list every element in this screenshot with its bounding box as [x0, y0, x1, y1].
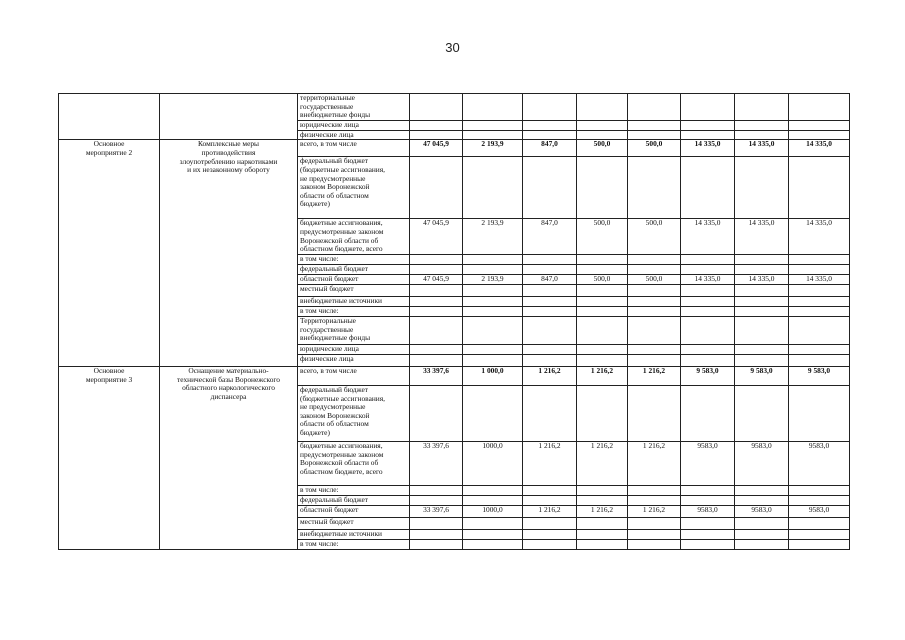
funding-source-cell: областной бюджет	[298, 505, 410, 517]
funding-source-cell: местный бюджет	[298, 284, 410, 296]
amount-cell	[577, 517, 628, 529]
table-row	[59, 94, 850, 121]
amount-cell	[410, 316, 463, 344]
amount-cell	[681, 344, 735, 354]
budget-table	[58, 93, 850, 550]
amount-cell: 14 335,0	[789, 140, 850, 157]
amount-cell	[681, 306, 735, 316]
amount-cell	[577, 316, 628, 344]
amount-cell	[681, 265, 735, 275]
event-name-cell	[160, 94, 298, 140]
amount-cell	[577, 495, 628, 505]
amount-cell	[681, 385, 735, 441]
amount-cell	[577, 255, 628, 265]
amount-cell: 1 000,0	[463, 366, 523, 385]
amount-cell	[628, 485, 681, 495]
amount-cell: 47 045,9	[410, 219, 463, 255]
amount-cell	[523, 385, 577, 441]
funding-source-cell: внебюджетные источники	[298, 296, 410, 306]
amount-cell	[577, 130, 628, 140]
amount-cell	[463, 265, 523, 275]
amount-cell	[789, 296, 850, 306]
amount-cell	[463, 284, 523, 296]
funding-source-cell: бюджетные ассигнования, предусмотренные законом Воронежской области об областном бюджете, всего	[298, 441, 410, 485]
amount-cell	[628, 344, 681, 354]
amount-cell	[735, 296, 789, 306]
amount-cell	[410, 284, 463, 296]
amount-cell	[577, 354, 628, 366]
amount-cell: 1 216,2	[577, 441, 628, 485]
amount-cell	[789, 354, 850, 366]
amount-cell	[735, 529, 789, 539]
funding-source-cell: федеральный бюджет (бюджетные ассигнования, не предусмотренные законом Воронежской области об областном бюджете)	[298, 157, 410, 219]
amount-cell	[735, 157, 789, 219]
amount-cell	[463, 344, 523, 354]
amount-cell	[735, 265, 789, 275]
amount-cell	[628, 296, 681, 306]
amount-cell: 500,0	[577, 140, 628, 157]
amount-cell	[463, 157, 523, 219]
amount-cell	[735, 485, 789, 495]
amount-cell	[523, 306, 577, 316]
amount-cell	[789, 120, 850, 130]
amount-cell	[410, 130, 463, 140]
amount-cell	[681, 529, 735, 539]
event-status-cell	[59, 94, 160, 140]
amount-cell	[463, 495, 523, 505]
funding-source-cell: в том числе:	[298, 255, 410, 265]
amount-cell	[577, 94, 628, 121]
funding-source-cell: областной бюджет	[298, 275, 410, 285]
amount-cell: 1 216,2	[523, 366, 577, 385]
amount-cell	[681, 157, 735, 219]
amount-cell: 500,0	[577, 219, 628, 255]
amount-cell	[523, 495, 577, 505]
amount-cell	[410, 539, 463, 549]
amount-cell: 1 216,2	[577, 366, 628, 385]
amount-cell	[577, 296, 628, 306]
event-status-cell: Основное мероприятие 3	[59, 366, 160, 549]
amount-cell	[523, 130, 577, 140]
amount-cell: 9583,0	[789, 505, 850, 517]
amount-cell: 1000,0	[463, 441, 523, 485]
amount-cell	[410, 495, 463, 505]
amount-cell	[577, 529, 628, 539]
amount-cell	[463, 529, 523, 539]
amount-cell	[735, 130, 789, 140]
funding-source-cell: всего, в том числе	[298, 140, 410, 157]
amount-cell: 1000,0	[463, 505, 523, 517]
amount-cell	[681, 539, 735, 549]
amount-cell	[463, 296, 523, 306]
funding-source-cell: всего, в том числе	[298, 366, 410, 385]
amount-cell	[523, 344, 577, 354]
amount-cell	[463, 120, 523, 130]
amount-cell: 9583,0	[681, 441, 735, 485]
amount-cell: 2 193,9	[463, 275, 523, 285]
amount-cell	[463, 539, 523, 549]
amount-cell	[789, 344, 850, 354]
amount-cell: 9 583,0	[735, 366, 789, 385]
amount-cell	[735, 354, 789, 366]
amount-cell	[681, 296, 735, 306]
amount-cell	[523, 316, 577, 344]
funding-source-cell: в том числе:	[298, 485, 410, 495]
amount-cell: 14 335,0	[735, 275, 789, 285]
funding-source-cell: физические лица	[298, 354, 410, 366]
amount-cell: 33 397,6	[410, 441, 463, 485]
amount-cell	[577, 284, 628, 296]
amount-cell	[410, 94, 463, 121]
amount-cell: 14 335,0	[735, 219, 789, 255]
amount-cell	[628, 495, 681, 505]
amount-cell	[628, 385, 681, 441]
amount-cell	[463, 385, 523, 441]
table-row	[59, 366, 850, 385]
amount-cell	[523, 517, 577, 529]
amount-cell	[681, 316, 735, 344]
amount-cell	[463, 485, 523, 495]
amount-cell: 14 335,0	[681, 275, 735, 285]
amount-cell: 9 583,0	[789, 366, 850, 385]
amount-cell	[463, 94, 523, 121]
amount-cell: 847,0	[523, 219, 577, 255]
amount-cell: 1 216,2	[523, 505, 577, 517]
amount-cell: 500,0	[628, 140, 681, 157]
funding-source-cell: физические лица	[298, 130, 410, 140]
amount-cell	[628, 255, 681, 265]
amount-cell	[523, 529, 577, 539]
amount-cell	[789, 495, 850, 505]
amount-cell	[789, 255, 850, 265]
amount-cell	[735, 284, 789, 296]
amount-cell	[523, 120, 577, 130]
amount-cell	[577, 306, 628, 316]
amount-cell	[681, 485, 735, 495]
amount-cell	[628, 120, 681, 130]
amount-cell	[523, 157, 577, 219]
amount-cell	[410, 354, 463, 366]
amount-cell	[523, 296, 577, 306]
amount-cell	[735, 94, 789, 121]
amount-cell	[463, 354, 523, 366]
amount-cell: 9583,0	[735, 441, 789, 485]
amount-cell: 1 216,2	[577, 505, 628, 517]
amount-cell	[523, 284, 577, 296]
amount-cell	[735, 385, 789, 441]
amount-cell	[681, 94, 735, 121]
amount-cell	[735, 495, 789, 505]
amount-cell	[523, 255, 577, 265]
amount-cell: 33 397,6	[410, 366, 463, 385]
amount-cell	[410, 265, 463, 275]
amount-cell: 14 335,0	[789, 219, 850, 255]
amount-cell	[577, 120, 628, 130]
amount-cell	[463, 130, 523, 140]
amount-cell	[789, 485, 850, 495]
amount-cell: 47 045,9	[410, 140, 463, 157]
amount-cell: 14 335,0	[681, 140, 735, 157]
amount-cell	[628, 539, 681, 549]
amount-cell	[681, 255, 735, 265]
amount-cell	[410, 296, 463, 306]
amount-cell	[628, 529, 681, 539]
amount-cell	[789, 157, 850, 219]
amount-cell	[628, 306, 681, 316]
funding-source-cell: юридические лица	[298, 120, 410, 130]
amount-cell: 500,0	[577, 275, 628, 285]
amount-cell: 14 335,0	[789, 275, 850, 285]
amount-cell	[463, 517, 523, 529]
amount-cell	[523, 354, 577, 366]
amount-cell: 9583,0	[681, 505, 735, 517]
amount-cell: 847,0	[523, 275, 577, 285]
amount-cell: 2 193,9	[463, 219, 523, 255]
funding-source-cell: федеральный бюджет (бюджетные ассигнования, не предусмотренные законом Воронежской области об областном бюджете)	[298, 385, 410, 441]
amount-cell	[410, 485, 463, 495]
amount-cell	[735, 539, 789, 549]
amount-cell: 1 216,2	[523, 441, 577, 485]
amount-cell	[577, 265, 628, 275]
funding-source-cell: федеральный бюджет	[298, 265, 410, 275]
amount-cell	[523, 539, 577, 549]
amount-cell	[628, 284, 681, 296]
event-name-cell: Комплексные меры противодействия злоупотреблению наркотиками и их незаконному обороту	[160, 140, 298, 367]
amount-cell: 1 216,2	[628, 366, 681, 385]
table-row	[59, 140, 850, 157]
amount-cell	[735, 255, 789, 265]
amount-cell	[628, 354, 681, 366]
amount-cell: 500,0	[628, 219, 681, 255]
amount-cell	[628, 130, 681, 140]
funding-source-cell: юридические лица	[298, 344, 410, 354]
amount-cell	[410, 306, 463, 316]
amount-cell	[463, 306, 523, 316]
page-number: 30	[445, 40, 460, 55]
amount-cell: 1 216,2	[628, 505, 681, 517]
amount-cell	[410, 157, 463, 219]
amount-cell	[577, 344, 628, 354]
amount-cell	[681, 354, 735, 366]
amount-cell: 847,0	[523, 140, 577, 157]
amount-cell	[628, 316, 681, 344]
amount-cell	[789, 306, 850, 316]
amount-cell	[628, 517, 681, 529]
amount-cell: 2 193,9	[463, 140, 523, 157]
amount-cell: 14 335,0	[681, 219, 735, 255]
amount-cell	[681, 284, 735, 296]
amount-cell	[789, 539, 850, 549]
amount-cell	[410, 385, 463, 441]
amount-cell	[789, 265, 850, 275]
amount-cell	[463, 255, 523, 265]
amount-cell	[789, 517, 850, 529]
funding-source-cell: внебюджетные источники	[298, 529, 410, 539]
amount-cell	[789, 316, 850, 344]
amount-cell	[735, 344, 789, 354]
funding-source-cell: местный бюджет	[298, 517, 410, 529]
amount-cell: 9 583,0	[681, 366, 735, 385]
amount-cell: 9583,0	[789, 441, 850, 485]
amount-cell	[410, 120, 463, 130]
amount-cell: 500,0	[628, 275, 681, 285]
event-name-cell: Оснащение материально- технической базы Воронежского областного наркологического диспансера	[160, 366, 298, 549]
amount-cell	[681, 120, 735, 130]
amount-cell: 47 045,9	[410, 275, 463, 285]
amount-cell	[628, 94, 681, 121]
amount-cell	[577, 485, 628, 495]
funding-source-cell: в том числе:	[298, 306, 410, 316]
event-status-cell: Основное мероприятие 2	[59, 140, 160, 367]
amount-cell	[735, 316, 789, 344]
amount-cell	[410, 517, 463, 529]
amount-cell	[577, 157, 628, 219]
amount-cell	[577, 539, 628, 549]
amount-cell	[681, 130, 735, 140]
amount-cell	[681, 495, 735, 505]
amount-cell	[628, 265, 681, 275]
amount-cell	[789, 284, 850, 296]
funding-source-cell: федеральный бюджет	[298, 495, 410, 505]
funding-source-cell: бюджетные ассигнования, предусмотренные законом Воронежской области об областном бюджете, всего	[298, 219, 410, 255]
amount-cell: 33 397,6	[410, 505, 463, 517]
amount-cell	[628, 157, 681, 219]
amount-cell	[789, 385, 850, 441]
amount-cell	[789, 529, 850, 539]
amount-cell	[523, 485, 577, 495]
amount-cell	[735, 306, 789, 316]
amount-cell	[523, 265, 577, 275]
funding-source-cell: в том числе:	[298, 539, 410, 549]
amount-cell	[410, 255, 463, 265]
funding-source-cell: Территориальные государственные внебюджетные фонды	[298, 316, 410, 344]
amount-cell: 1 216,2	[628, 441, 681, 485]
amount-cell: 9583,0	[735, 505, 789, 517]
amount-cell	[577, 385, 628, 441]
amount-cell	[410, 344, 463, 354]
amount-cell	[410, 529, 463, 539]
amount-cell	[735, 120, 789, 130]
funding-source-cell: территориальные государственные внебюджетные фонды	[298, 94, 410, 121]
amount-cell	[735, 517, 789, 529]
amount-cell	[523, 94, 577, 121]
amount-cell	[681, 517, 735, 529]
amount-cell	[789, 130, 850, 140]
amount-cell	[789, 94, 850, 121]
amount-cell	[463, 316, 523, 344]
amount-cell: 14 335,0	[735, 140, 789, 157]
